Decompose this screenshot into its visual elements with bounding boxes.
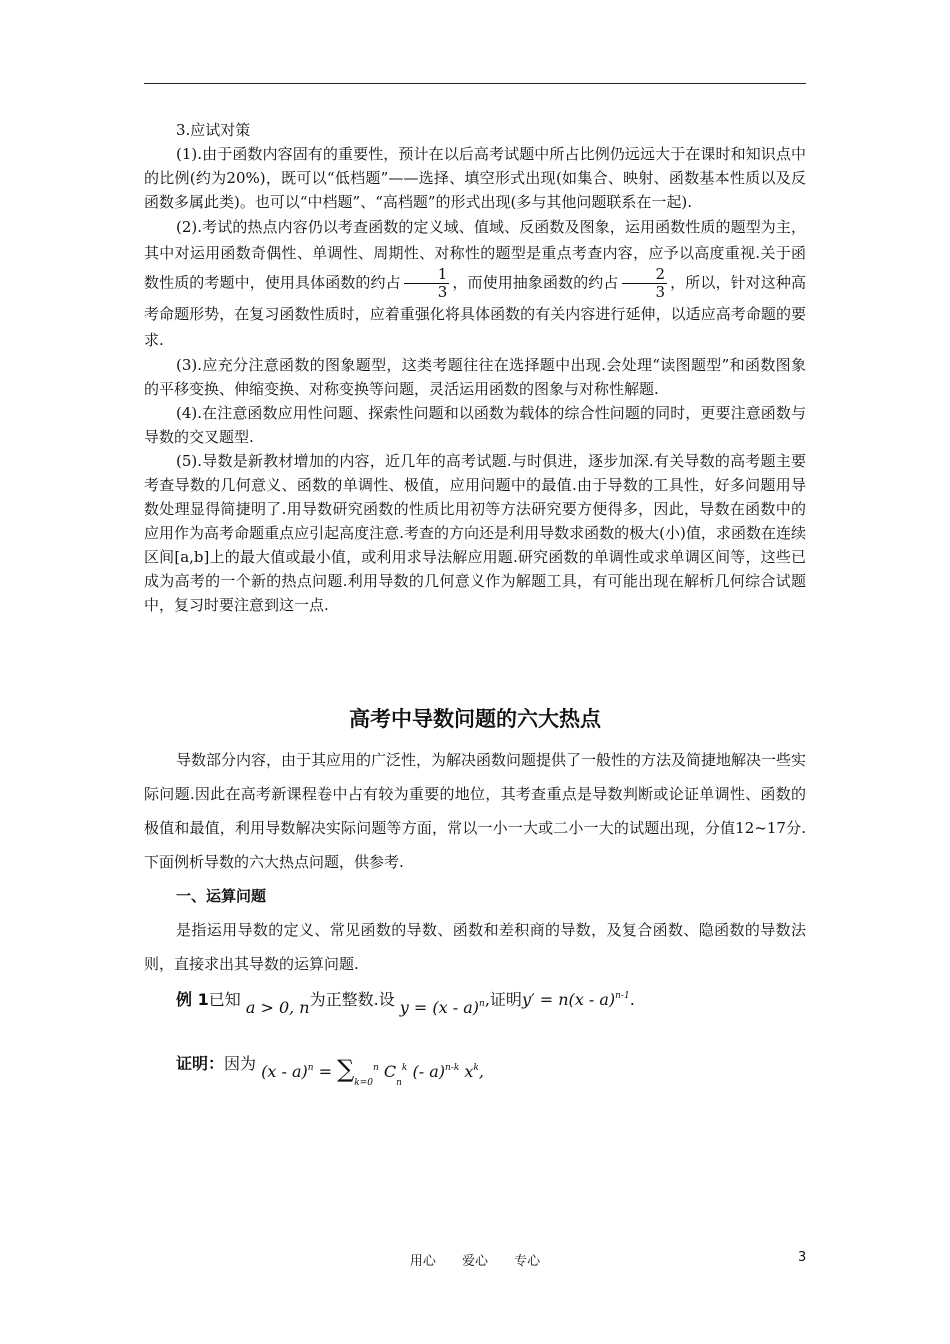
proof-label: 证明： [176,1054,225,1073]
example-condition: a > 0, n [245,998,310,1017]
exponent-n: n [307,1063,314,1073]
example-row [144,987,806,1033]
example-prove: ,证明 [484,990,522,1009]
strategy-para-2 [144,214,806,353]
strategy-heading: 3.应试对策 [176,121,251,139]
article-intro: 导数部分内容，由于其应用的广泛性，为解决函数问题提供了一般性的方法及简捷地解决一些实际问题.因此在高考新课程卷中占有较为重要的地位，其考查重点是导数判断或论证单调性、函数的极值和最值，利用导数解决实际问题等方面，常以一小一大或二小一大的试题出现，分值12~17分.下面例析导数的六大热点问题，供参考. [144,751,807,871]
binomial-upper: k [401,1063,408,1073]
example-function-body: y = (x - a) [399,998,480,1017]
exponent-n: n [479,999,485,1009]
example-label: 例 1 [176,990,209,1009]
fraction-two-thirds [622,266,668,301]
proof-lhs: (x - a) [261,1062,308,1081]
proof-row [144,1047,806,1107]
example-derivative [522,990,630,1009]
example-period: . [629,990,635,1009]
proof-middle: (- a) [412,1062,445,1081]
strategy-para-4: (4).在注意函数应用性问题、探索性问题和以函数为载体的综合性问题的同时，更要注意函数与导数的交叉题型. [144,404,806,446]
fraction-one-third [404,266,450,301]
fraction-denominator: 3 [437,283,448,301]
section-heading: 一、运算问题 [176,887,267,905]
example-given: 已知 [208,990,241,1009]
exponent-k: k [473,1063,479,1073]
exponent-n-minus-k: n-k [445,1063,460,1073]
sigma-symbol: ∑ [337,1055,355,1083]
page-content [144,118,806,1107]
binomial-lower: n [396,1078,402,1088]
example-function [400,998,485,1017]
section-text: 是指运用导数的定义、常见函数的导数、函数和差积商的导数，及复合函数、隐函数的导数法则，直接求出其导数的运算问题. [144,921,806,973]
para-2-text-a: (2).考试的热点内容仍以考查函数的定义域、值域、反函数及图象，运用函数性质的题型为主，其中对运用函数奇偶性、单调性、周期性、对称性的题型是重点考查内容，应予以高度重视.关于函数性质的考题中，使用具体函数的约占 [144,218,806,292]
strategy-para-3: (3).应充分注意函数的图象题型，这类考题往往在选择题中出现.会处理“读图题型”和函数图象的平移变换、伸缩变换、对称变换等问题，灵活运用函数的图象与对称性解题. [144,356,806,398]
article-title: 高考中导数问题的六大热点 [349,707,601,731]
fraction-numerator: 1 [404,266,450,284]
sum-upper-bound: n [373,1063,379,1073]
page-footer [0,1250,950,1269]
proof-x: x [464,1062,474,1081]
strategy-para-5: (5).导数是新教材增加的内容，近几年的高考试题.与时俱进，逐步加深.有关导数的高考题主要考查导数的几何意义、函数的单调性、极值，应用问题中的最值.由于导数的工具性，好多问题用导数处理显得简捷明了.用导数研究函数的性质比用初等方法研究要方便得多，因此，导数在函数中的应用作为高考命题重点应引起高度注意.考查的方向还是利用导数求函数的极大(小)值，求函数在连续区间[a,b]上的最大值或最小值，或利用求导法解应用题.研究函数的单调性或求单调区间等，这些已成为高考的一个新的热点问题.利用导数的几何意义作为解题工具，有可能出现在解析几何综合试题中，复习时要注意到这一点. [144,452,806,614]
para-2-text-b: ，而使用抽象函数的约占 [452,273,619,292]
proof-because: 因为 [224,1054,257,1073]
footer-item: 用心 [409,1254,436,1269]
header-rule [144,83,806,84]
footer-item: 专心 [514,1254,541,1269]
proof-formula: $(x - a)^n = \sum_{k=0}^n$ $C_n^k$ (- a)$^{n-k}$ $x^k$, [261,1055,484,1088]
footer-item: 爱心 [461,1254,488,1269]
strategy-para-1: (1).由于函数内容固有的重要性，预计在以后高考试题中所占比例仍远远大于在课时和知识点中的比例(约为20%)，既可以“低档题”——选择、填空形式出现(如集合、映射、函数基本性质以及反函数多属此类)。也可以“中档题”、“高档题”的形式出现(多与其他问题联系在一起). [144,145,806,211]
page-number: 3 [798,1250,807,1265]
fraction-numerator: 2 [622,266,668,284]
article-body [144,743,806,981]
example-derivative-body: y′ = n(x - a) [521,990,616,1009]
para-2-text-c: ，所以，针对这种高考命题形势，在复习函数性质时，应着重强化将具体函数的有关内容进行延伸，以适应高考命题的要求. [144,273,806,349]
sum-lower-bound: k=0 [354,1078,373,1088]
fraction-denominator: 3 [655,283,666,301]
example-integer: 为正整数.设 [309,990,395,1009]
exponent-n-minus-1: n-1 [615,991,630,1001]
